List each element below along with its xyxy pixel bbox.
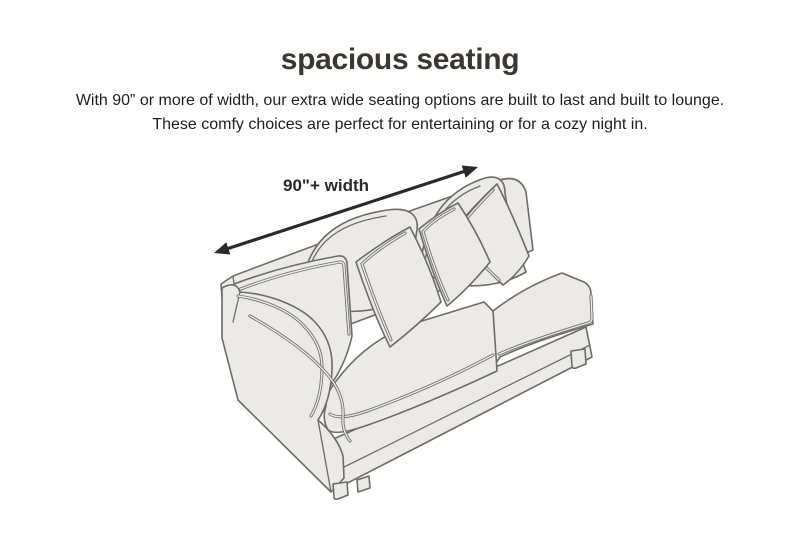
sofa-foot-front-left <box>333 482 348 499</box>
sofa-foot-right <box>571 349 586 368</box>
width-arrow-head-left <box>214 242 230 254</box>
page-title: spacious seating <box>280 43 520 76</box>
sofa-width-diagram <box>0 150 800 534</box>
width-arrow-head-right <box>462 166 478 178</box>
description-line-1: With 90” or more of width, our extra wide seating options are built to last and built to lounge. <box>75 92 725 109</box>
sofa-illustration <box>221 177 593 499</box>
page-description <box>40 89 760 137</box>
description-line-2: These comfy choices are perfect for entertaining or for a cozy night in. <box>152 116 648 133</box>
sofa-foot-front-mid <box>357 476 370 492</box>
width-arrow-label: 90"+ width <box>283 176 369 195</box>
